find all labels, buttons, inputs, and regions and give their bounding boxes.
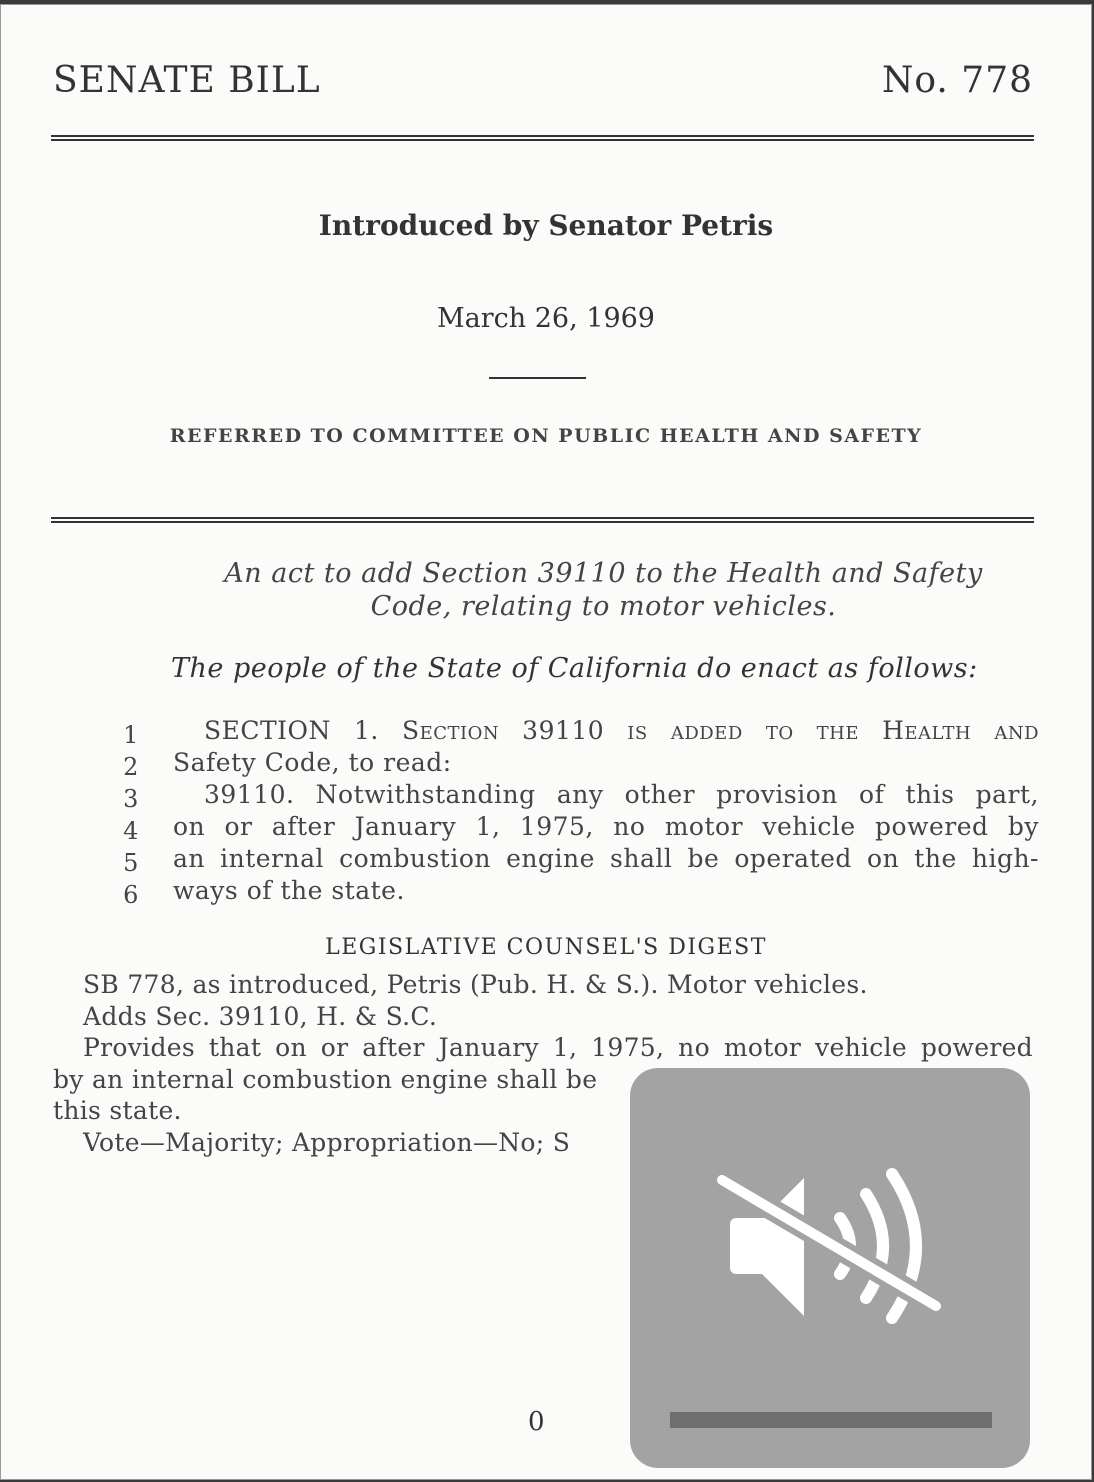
introduction-date: March 26, 1969 <box>437 303 655 334</box>
page-number: 0 <box>528 1407 545 1437</box>
digest-line: this state. <box>53 1096 182 1125</box>
digest-line: Provides that on or after January 1, 1975, no motor vehicle powered <box>83 1033 1033 1062</box>
digest-line: by an internal combustion engine shall be <box>53 1064 598 1094</box>
middle-double-rule <box>51 517 1034 523</box>
digest-line: SB 778, as introduced, Petris (Pub. H. & S.). Motor vehicles. <box>83 970 868 999</box>
enacting-clause: The people of the State of California do enact as follows: <box>171 653 978 684</box>
act-title <box>221 557 986 623</box>
line-number: 5 <box>123 849 139 877</box>
bill-line <box>119 811 1039 843</box>
committee-referral: REFERRED TO COMMITTEE ON PUBLIC HEALTH AND SAFETY <box>169 425 923 447</box>
volume-level-bar <box>670 1412 992 1428</box>
line-number: 6 <box>123 881 139 909</box>
bill-number: No. 778 <box>881 60 1033 101</box>
bill-type-heading: SENATE BILL <box>53 60 321 101</box>
digest-line: Vote—Majority; Appropriation—No; S <box>83 1127 571 1157</box>
digest-title: LEGISLATIVE COUNSEL'S DIGEST <box>325 935 767 960</box>
line-number: 3 <box>123 785 139 813</box>
line-text: Safety Code, to read: <box>173 748 452 777</box>
line-number: 4 <box>123 817 139 845</box>
short-divider <box>489 377 586 379</box>
act-title-line: An act to add Section 39110 to the Health and Safety <box>224 558 983 589</box>
act-title-line: Code, relating to motor vehicles. <box>370 591 837 622</box>
line-text: on or after January 1, 1975, no motor vehicle powered by <box>173 812 1039 841</box>
introduced-by: Introduced by Senator Petris <box>318 209 774 242</box>
volume-overlay <box>630 1068 1030 1468</box>
bill-line <box>119 747 1039 779</box>
line-text: SECTION 1. Section 39110 is added to the Health and <box>204 716 1039 745</box>
digest-line: Adds Sec. 39110, H. & S.C. <box>83 1001 438 1031</box>
bill-line <box>119 779 1039 811</box>
top-double-rule <box>51 135 1034 141</box>
bill-text <box>119 715 1039 907</box>
line-text: ways of the state. <box>173 876 405 905</box>
bill-line <box>119 875 1039 907</box>
line-number: 1 <box>123 721 139 749</box>
line-text: an internal combustion engine shall be operated on the high- <box>173 844 1039 873</box>
line-number: 2 <box>123 753 139 781</box>
line-text: 39110. Notwithstanding any other provision of this part, <box>204 780 1039 809</box>
speaker-muted-icon <box>630 1068 1030 1468</box>
bill-line <box>119 843 1039 875</box>
bill-line <box>119 715 1039 747</box>
